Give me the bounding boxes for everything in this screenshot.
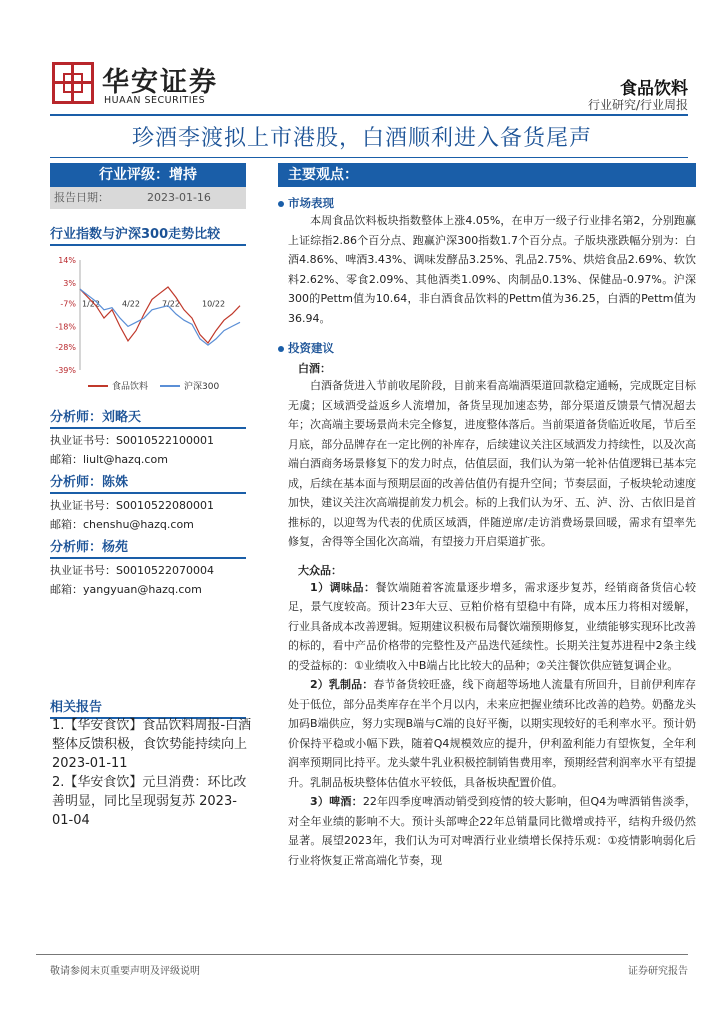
logo-chinese-name: 华安证券 [102, 67, 218, 98]
left-column [50, 163, 246, 597]
key-points-title: 主要观点： [278, 163, 696, 187]
x-tick-label: 10/22 [202, 299, 226, 309]
series-line-food [80, 287, 240, 343]
chart-svg [50, 252, 246, 378]
related-reports-list [52, 716, 252, 830]
report-header [0, 0, 724, 120]
market-performance-text: 本周食品饮料板块指数整体上涨4.05%，在申万一级子行业排名第2，分别跑赢上证综指2.86个百分点、跑赢沪深300指数1.7个百分点。子版块涨跌幅分别为：白酒4.86%、啤酒3.43%、调味发酵品3.25%、乳品2.75%、烘焙食品2.69%、软饮料2.62%、零食2.09%、其他酒类1.09%、肉制品0.13%、保健品-0.97%。沪深300的Pettm值为10.64，非白酒食品饮料的Pettm值为36.25，白酒的Pettm值为36.94。 [288, 214, 696, 325]
dairy-paragraph [288, 675, 696, 792]
report-date [50, 187, 246, 209]
title-divider [50, 157, 688, 158]
analyst-cert: 执业证书号：S0010522100001 [50, 434, 214, 447]
report-date-label: 报告日期： [54, 191, 109, 204]
analyst-name: 分析师：陈姝 [50, 471, 246, 494]
analyst-name: 分析师：刘略天 [50, 406, 246, 429]
report-type-label: 行业研究/行业周报 [587, 98, 688, 112]
analyst-cert: 执业证书号：S0010522070004 [50, 564, 214, 577]
seasoning-text: 餐饮端随着客流量逐步增多，需求逐步复苏，经销商备货信心较足，景气度较高。预计23年大豆、豆粕价格有望稳中有降，成本压力将相对缓解，行业具备成本改善逻辑。短期建议积极布局餐饮端预期修复，业绩能够实现环比改善的标的，看中产品价格带的完整性及产品迭代延续性。长期关注复苏进程中2条主线的受益标的：①业绩收入中B端占比比较大的品种；②关注餐饮供应链复调企业。 [288, 580, 697, 672]
legend-label-food: 食品饮料 [112, 382, 149, 392]
legend-swatch-food [88, 385, 108, 387]
beer-label: 3）啤酒： [310, 795, 363, 808]
footer-label: 证券研究报告 [628, 966, 688, 977]
dairy-label: 2）乳制品： [310, 678, 374, 691]
legend-label-hs300: 沪深300 [184, 382, 220, 392]
y-tick-label: -39% [55, 366, 76, 375]
analyst-block [50, 406, 246, 467]
related-reports-title: 相关报告 [50, 696, 246, 719]
dairy-text: 春节备货较旺盛，线下商超等场地人流量有所回升，目前伊利库存处于低位，部分品类库存在半个月以内，未来应把握业绩环比改善的趋势。奶酪龙头加码B端供应，努力实现B端与C端的良好平衡，以期实现较好的毛利率水平。预计奶价保持平稳或小幅下跌，随着Q4规模效应的提升，伊利盈利能力有望恢复，全年利润率预期同比持平。龙头蒙牛乳业积极控制销售费用率，预期经营利润率水平有望提升。乳制品板块整体估值水平较低，具备板块配置价值。 [288, 678, 696, 789]
mass-consumer-heading: 大众品： [298, 563, 342, 577]
seasoning-label: 1）调味品： [310, 580, 376, 594]
analyst-email[interactable]: 邮箱：chenshu@hazq.com [50, 518, 194, 531]
sector-label: 食品饮料 [620, 79, 688, 99]
y-tick-label: -18% [55, 322, 76, 332]
market-performance-heading: 市场表现 [278, 195, 696, 211]
y-tick-label: -28% [55, 343, 76, 353]
x-tick-label: 7/22 [162, 299, 180, 309]
beer-text: 22年四季度啤酒动销受到疫情的较大影响，但Q4为啤酒销售淡季，对全年业绩的影响不大。预计头部啤企22年总销量同比微增或持平，结构升级仍然显著。展望2023年，我们认为可对啤酒行业业绩增长保持乐观：①疫情影响弱化后行业将恢复正常高端化节奏，现 [288, 795, 697, 867]
legend-swatch-hs300 [160, 385, 180, 387]
y-tick-label: 14% [58, 256, 76, 265]
related-report-item[interactable]: 2.【华安食饮】元旦消费：环比改善明显，同比呈现弱复苏 2023-01-04 [52, 775, 247, 828]
industry-rating: 行业评级：增持 [50, 163, 246, 187]
seasoning-paragraph [288, 578, 696, 676]
y-tick-label: -7% [60, 299, 76, 309]
huaan-logo-icon [52, 62, 94, 104]
footer-disclaimer[interactable]: 敬请参阅末页重要声明及评级说明 [50, 966, 200, 977]
chart-title: 行业指数与沪深300走势比较 [50, 223, 246, 246]
report-title: 珍酒李渡拟上市港股，白酒顺利进入备货尾声 [131, 126, 592, 151]
bullet-icon [278, 201, 284, 207]
analyst-block [50, 536, 246, 597]
x-tick-label: 1/22 [82, 299, 100, 309]
analyst-email[interactable]: 邮箱：liult@hazq.com [50, 453, 168, 466]
key-points-column [278, 163, 696, 870]
footer-divider [36, 954, 688, 955]
chart-legend [50, 378, 246, 394]
analyst-block [50, 471, 246, 532]
analyst-name: 分析师：杨苑 [50, 536, 246, 559]
analyst-email[interactable]: 邮箱：yangyuan@hazq.com [50, 583, 202, 596]
index-comparison-chart [50, 252, 246, 378]
investment-advice-heading: 投资建议 [278, 340, 696, 356]
logo-english-name: HUAAN SECURITIES [104, 95, 206, 106]
y-tick-label: 3% [63, 278, 76, 288]
report-date-value: 2023-01-16 [147, 191, 211, 204]
baijiu-text: 白酒备货进入节前收尾阶段，目前来看高端酒渠道回款稳定通畅，完成既定目标无虞；区域酒受益返乡人流增加，备货呈现加速态势，部分渠道反馈景气情况超去年；次高端主要场景尚未完全修复，进度整体落后。当前渠道备货临近收尾，节后至月底，部分品牌存在一定比例的补库存，后续建议关注区域酒发力持续性，以及次高端白酒商务场景修复下的发力时点，估值层面，我们认为第一轮补估值逻辑已基本完成，后续在基本面与预期层面的改善估值仍有提升空间；节奏层面，子板块轮动速度加快，建议关注次高端提前发力机会。标的上我们认为牙、五、泸、汾、古依旧是首推标的，以迎驾为代表的优质区域酒，伴随逆席/走访消费场景回暖，需求有望率先修复，舍得等全国化次高端，有望接力开启渠道扩张。 [288, 379, 696, 548]
related-report-item[interactable]: 1.【华安食饮】食品饮料周报-白酒整体反馈积极，食饮势能持续向上 2023-01-11 [52, 718, 252, 771]
header-divider [50, 114, 688, 116]
x-tick-label: 4/22 [122, 299, 140, 309]
bullet-icon [278, 346, 284, 352]
baijiu-heading: 白酒： [298, 362, 331, 375]
beer-paragraph [288, 792, 696, 870]
analyst-cert: 执业证书号：S0010522080001 [50, 499, 214, 512]
